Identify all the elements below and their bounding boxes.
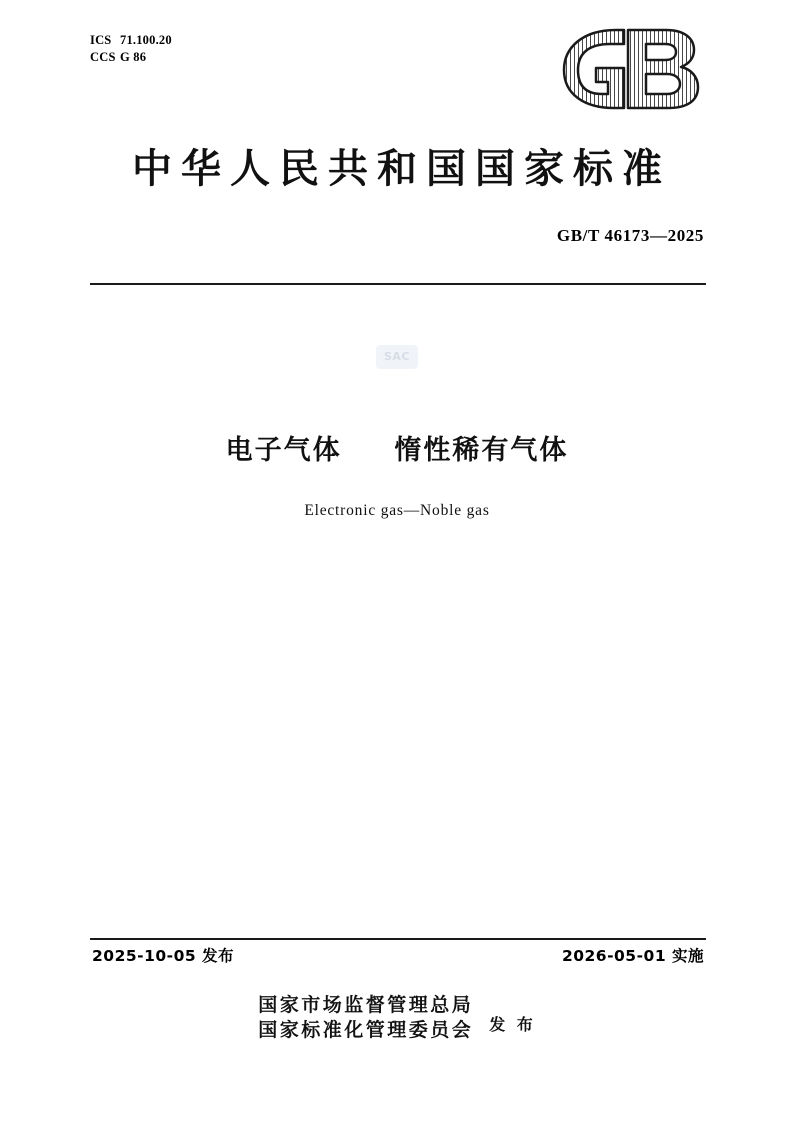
issuing-authority-line2: 国家标准化管理委员会 xyxy=(258,1019,474,1041)
issuing-authority-line1: 国家市场监督管理总局 xyxy=(258,994,474,1016)
ccs-letter: G xyxy=(120,50,130,64)
ccs-value: 86 xyxy=(133,50,147,64)
ics-label: ICS xyxy=(90,33,112,47)
document-title-cn-part2: 惰性稀有气体 xyxy=(394,435,569,466)
national-standard-title: 中华人民共和国国家标准 xyxy=(132,146,671,192)
issue-date: 2025-10-05 发布 xyxy=(92,947,235,965)
top-divider xyxy=(90,283,706,285)
bottom-divider xyxy=(90,938,706,940)
ccs-label: CCS xyxy=(90,50,116,64)
issuing-authority-names xyxy=(258,993,473,1043)
ics-value: 71.100.20 xyxy=(120,33,172,47)
issuing-authority-inner xyxy=(258,993,536,1043)
ccs-row xyxy=(90,49,172,66)
classification-block xyxy=(90,32,172,66)
ics-row xyxy=(90,32,172,49)
sac-watermark-text: SAC xyxy=(376,345,418,369)
implementation-date: 2026-05-01 实施 xyxy=(561,947,704,965)
standard-number: GB/T 46173—2025 xyxy=(556,226,704,245)
publish-label: 发 布 xyxy=(489,1014,536,1034)
issuing-authority-block xyxy=(0,993,794,1043)
document-title-en: Electronic gas—Noble gas xyxy=(304,502,490,519)
sac-watermark xyxy=(0,345,794,369)
document-title-cn-part1: 电子气体 xyxy=(225,435,342,466)
document-title-cn xyxy=(0,428,794,467)
gb-logo-icon xyxy=(538,22,706,114)
